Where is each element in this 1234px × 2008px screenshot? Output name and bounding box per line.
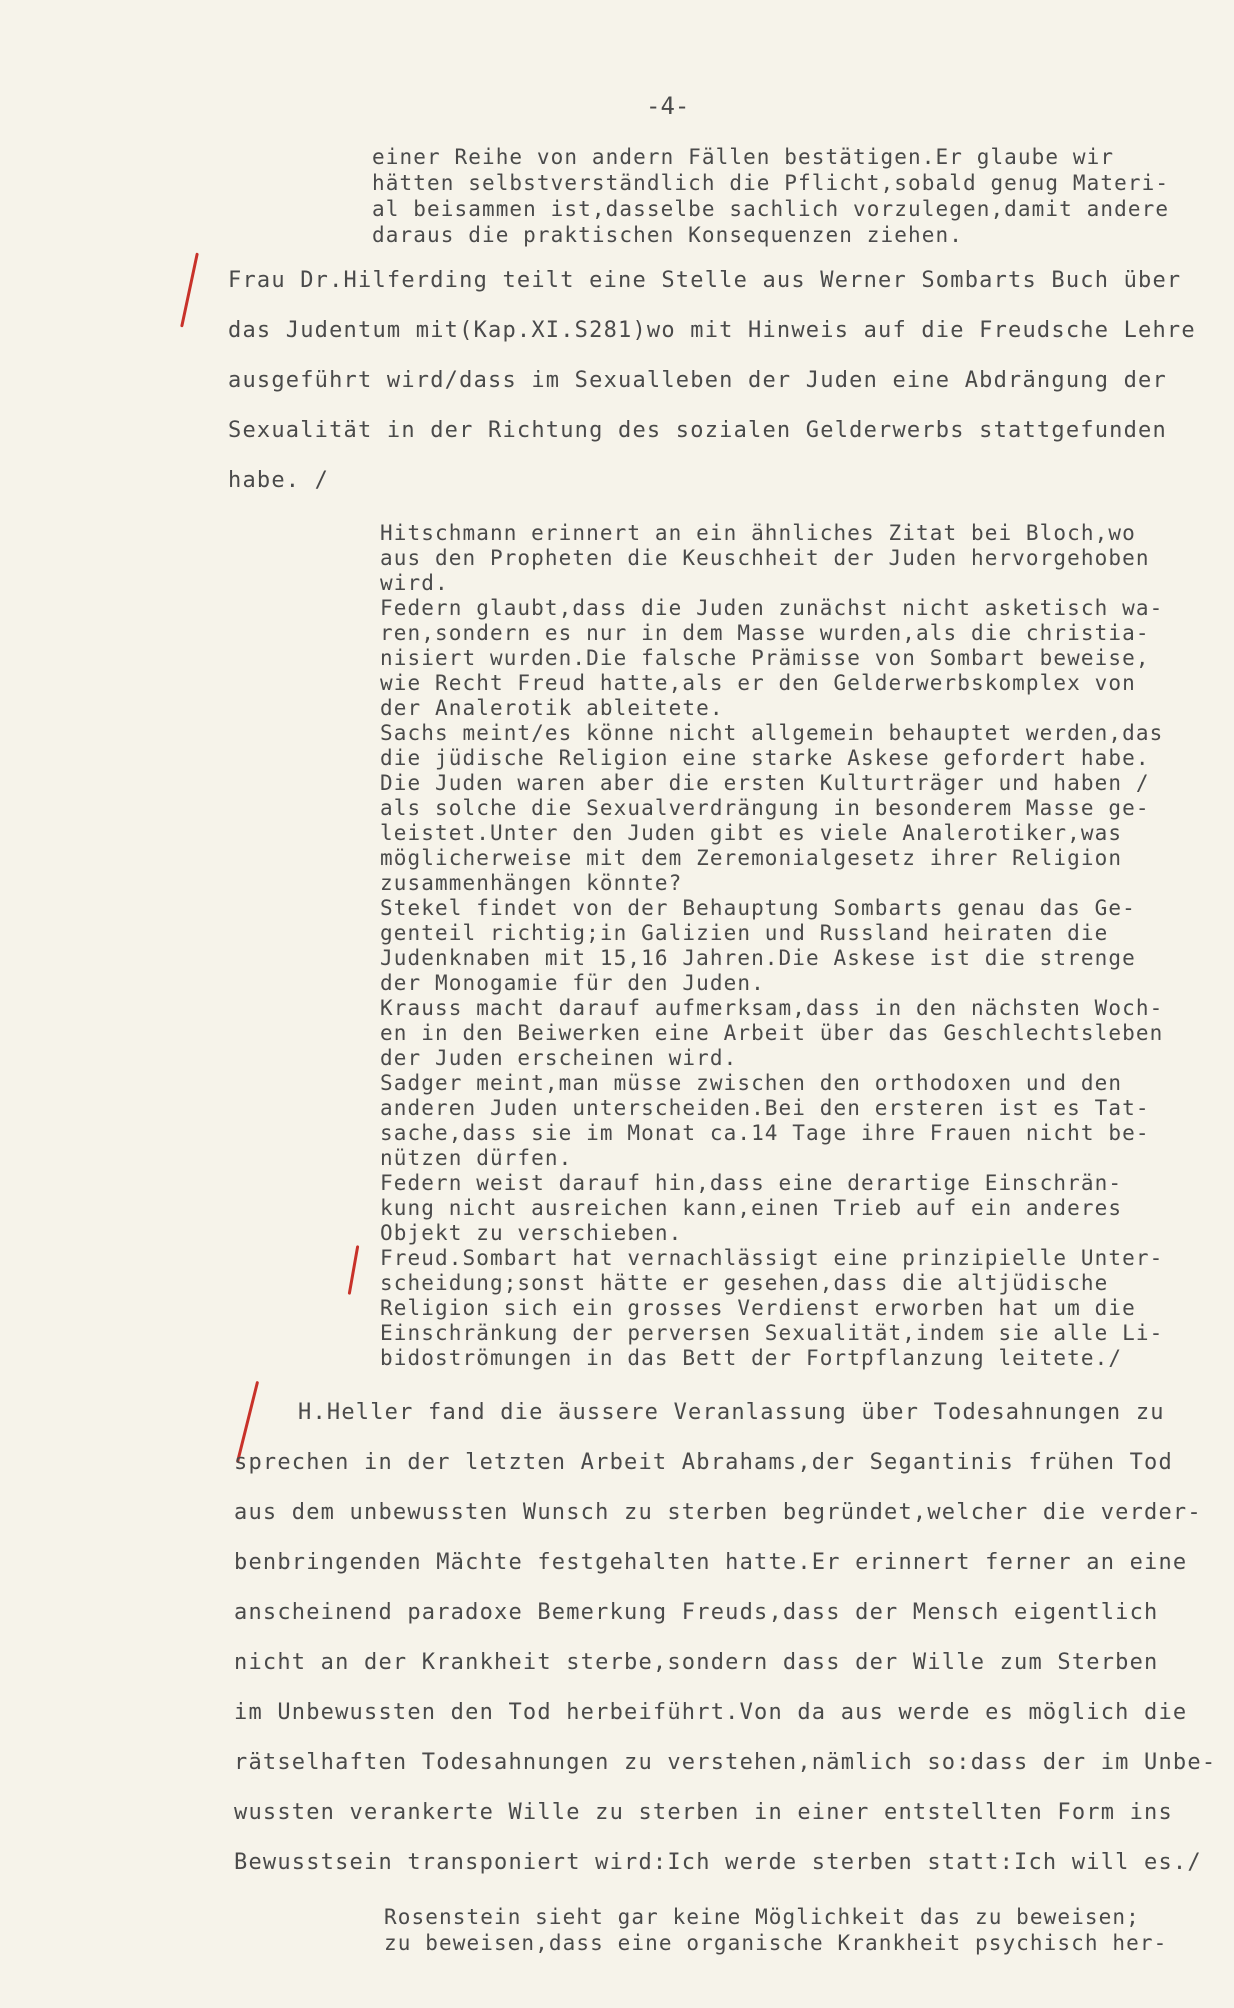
text-line: aus dem unbewussten Wunsch zu sterben begründet,welcher die verder- [234, 1500, 1202, 1525]
text-line: Objekt zu verschieben. [380, 1221, 683, 1245]
text-line: sprechen in der letzten Arbeit Abrahams,der Segantinis frühen Tod [234, 1450, 1173, 1475]
text-line: Die Juden waren aber die ersten Kulturträger und haben / [380, 771, 1150, 795]
text-line: Rosenstein sieht gar keine Möglichkeit das zu beweisen; [384, 1905, 1140, 1929]
text-line: Freud.Sombart hat vernachlässigt eine prinzipielle Unter- [380, 1246, 1164, 1270]
page-number: -4- [646, 92, 690, 120]
text-line: anscheinend paradoxe Bemerkung Freuds,dass der Mensch eigentlich [234, 1600, 1159, 1625]
text-line: der Monogamie für den Juden. [380, 971, 765, 995]
text-line: habe. / [228, 468, 330, 493]
text-line: Judenknaben mit 15,16 Jahren.Die Askese ist die strenge [380, 946, 1136, 970]
text-line: wird. [380, 571, 449, 595]
text-line: Frau Dr.Hilferding teilt eine Stelle aus Werner Sombarts Buch über [228, 268, 1182, 293]
text-line: ausgeführt wird/dass im Sexualleben der Juden eine Abdrängung der [228, 368, 1167, 393]
text-line: sache,dass sie im Monat ca.14 Tage ihre Frauen nicht be- [380, 1121, 1150, 1145]
text-line: Federn glaubt,dass die Juden zunächst nicht asketisch wa- [380, 596, 1164, 620]
text-line: Federn weist darauf hin,dass eine derartige Einschrän- [380, 1171, 1123, 1195]
text-line: rätselhaften Todesahnungen zu verstehen,nämlich so:dass der im Unbe- [234, 1750, 1217, 1775]
text-line: Religion sich ein grosses Verdienst erworben hat um die [380, 1296, 1136, 1320]
text-line: Sachs meint/es könne nicht allgemein behauptet werden,das [380, 721, 1164, 745]
text-line: Hitschmann erinnert an ein ähnliches Zitat bei Bloch,wo [380, 521, 1136, 545]
text-line: benbringenden Mächte festgehalten hatte.Er erinnert ferner an eine [234, 1550, 1188, 1575]
text-line: nützen dürfen. [380, 1146, 573, 1170]
text-line: wie Recht Freud hatte,als er den Gelderwerbskomplex von [380, 671, 1136, 695]
text-line: zusammenhängen könnte? [380, 871, 683, 895]
margin-mark [348, 1245, 360, 1295]
text-line: einer Reihe von andern Fällen bestätigen.Er glaube wir [372, 145, 1115, 169]
text-line: das Judentum mit(Kap.XI.S281)wo mit Hinweis auf die Freudsche Lehre [228, 318, 1196, 343]
text-line: scheidung;sonst hätte er gesehen,dass die altjüdische [380, 1271, 1109, 1295]
text-line: hätten selbstverständlich die Pflicht,sobald genug Materi- [372, 171, 1170, 195]
text-line: als solche die Sexualverdrängung in besonderem Masse ge- [380, 796, 1150, 820]
text-line: möglicherweise mit dem Zeremonialgesetz ihrer Religion [380, 846, 1123, 870]
text-line: kung nicht ausreichen kann,einen Trieb auf ein anderes [380, 1196, 1123, 1220]
text-line: im Unbewussten den Tod herbeiführt.Von da aus werde es möglich die [234, 1700, 1188, 1725]
text-line: anderen Juden unterscheiden.Bei den ersteren ist es Tat- [380, 1096, 1150, 1120]
text-line: zu beweisen,dass eine organische Krankheit psychisch her- [384, 1931, 1168, 1955]
text-line: ren,sondern es nur in dem Masse wurden,als die christia- [380, 621, 1150, 645]
text-line: die jüdische Religion eine starke Askese gefordert habe. [380, 746, 1150, 770]
text-line: H.Heller fand die äussere Veranlassung über Todesahnungen zu [298, 1400, 1165, 1425]
text-line: al beisammen ist,dasselbe sachlich vorzulegen,damit andere [372, 197, 1170, 221]
text-line: Bewusstsein transponiert wird:Ich werde sterben statt:Ich will es./ [234, 1850, 1202, 1875]
text-line: Einschränkung der perversen Sexualität,indem sie alle Li- [380, 1321, 1164, 1345]
text-line: daraus die praktischen Konsequenzen ziehen. [372, 223, 963, 247]
text-line: leistet.Unter den Juden gibt es viele Analerotiker,was [380, 821, 1123, 845]
text-line: Stekel findet von der Behauptung Sombarts genau das Ge- [380, 896, 1136, 920]
margin-mark [180, 253, 199, 328]
text-line: Sexualität in der Richtung des sozialen Gelderwerbs stattgefunden [228, 418, 1167, 443]
text-line: der Juden erscheinen wird. [380, 1046, 738, 1070]
text-line: en in den Beiwerken eine Arbeit über das Geschlechtsleben [380, 1021, 1164, 1045]
text-line: der Analerotik ableitete. [380, 696, 724, 720]
text-line: Sadger meint,man müsse zwischen den orthodoxen und den [380, 1071, 1123, 1095]
text-line: genteil richtig;in Galizien und Russland heiraten die [380, 921, 1109, 945]
text-line: wussten verankerte Wille zu sterben in einer entstellten Form ins [234, 1800, 1173, 1825]
text-line: nicht an der Krankheit sterbe,sondern dass der Wille zum Sterben [234, 1650, 1159, 1675]
text-line: aus den Propheten die Keuschheit der Juden hervorgehoben [380, 546, 1150, 570]
text-line: Krauss macht darauf aufmerksam,dass in den nächsten Woch- [380, 996, 1164, 1020]
text-line: nisiert wurden.Die falsche Prämisse von Sombart beweise, [380, 646, 1150, 670]
text-line: bidoströmungen in das Bett der Fortpflanzung leitete./ [380, 1346, 1123, 1370]
